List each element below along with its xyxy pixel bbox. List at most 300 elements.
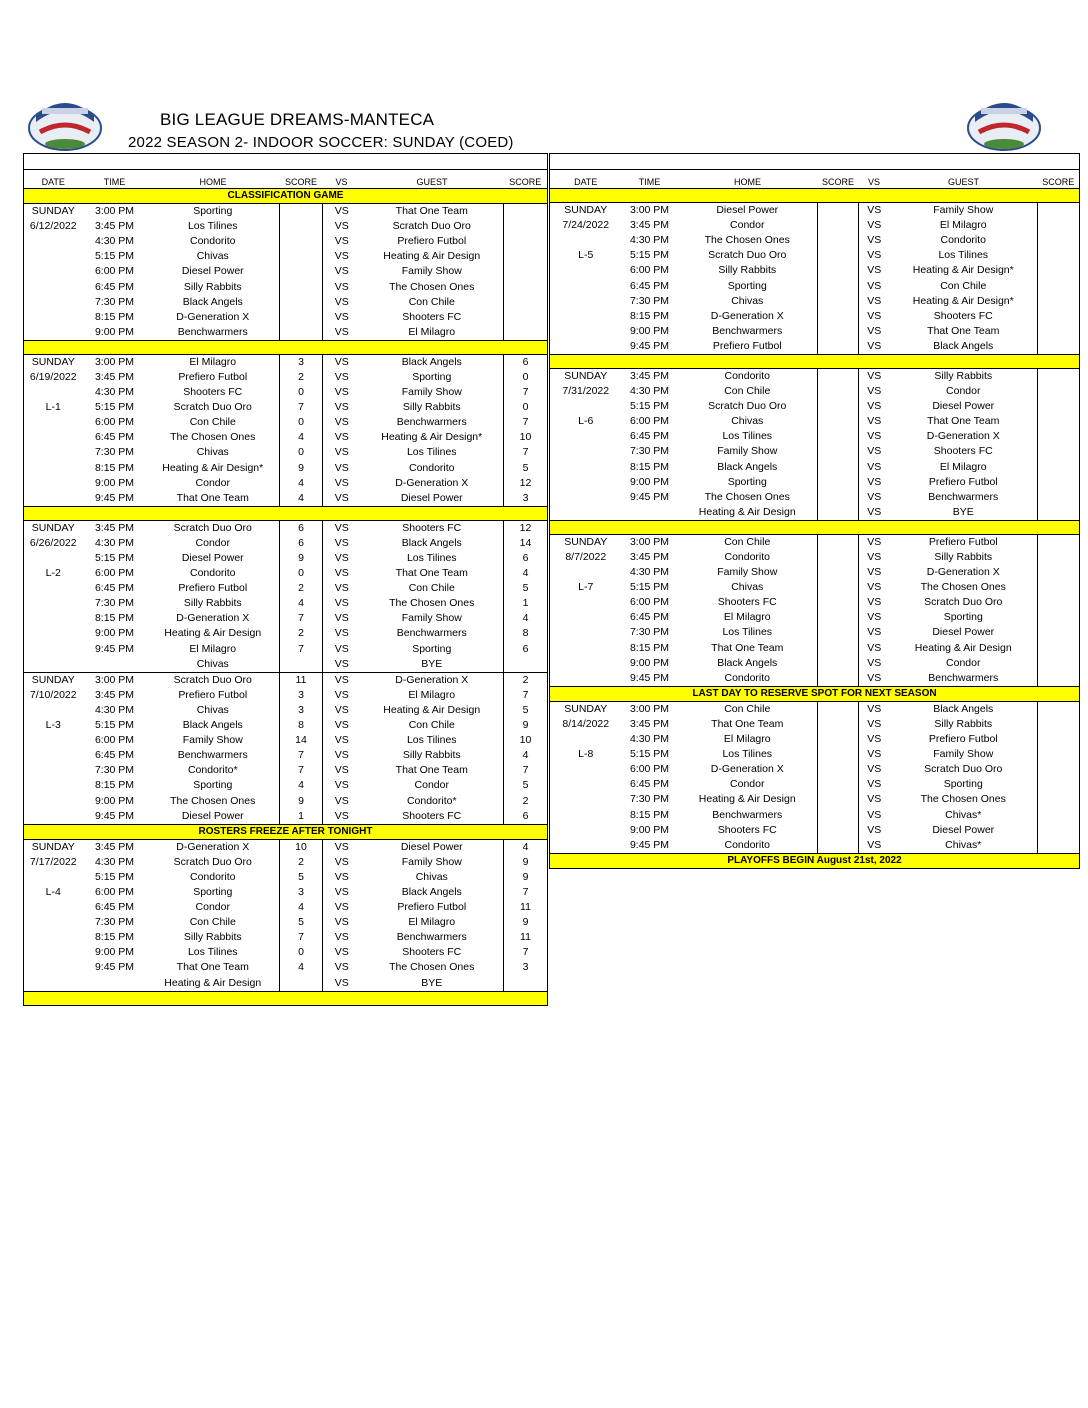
game-row: [24, 870, 548, 885]
guest-score: 9: [504, 915, 548, 930]
home-team: Black Angels: [182, 295, 243, 308]
game-row: [24, 354, 548, 370]
home-team: That One Team: [711, 641, 784, 654]
home-team: Scratch Duo Oro: [173, 401, 252, 414]
date-cell: 7/24/2022: [550, 218, 622, 233]
time-cell: 4:30 PM: [94, 235, 135, 248]
date-cell: SUNDAY: [550, 701, 622, 717]
guest-team: Benchwarmers: [396, 931, 467, 944]
game-row: [24, 960, 548, 975]
vs-label: VS: [334, 355, 349, 368]
game-row: [24, 763, 548, 778]
vs-label: VS: [867, 264, 882, 277]
page-title: BIG LEAGUE DREAMS-MANTECA: [160, 110, 435, 129]
home-team: Condorito: [189, 235, 236, 248]
guest-team: Shooters FC: [402, 946, 462, 959]
time-cell: 6:00 PM: [94, 416, 135, 429]
home-team: Heating & Air Design: [698, 793, 796, 806]
home-score: 7: [280, 642, 323, 657]
home-score: 5: [280, 870, 323, 885]
date-cell: SUNDAY: [24, 520, 83, 536]
date-cell: [24, 945, 83, 960]
vs-label: VS: [334, 401, 349, 414]
vs-label: VS: [867, 309, 882, 322]
game-row: [24, 445, 548, 460]
column-header-vs: VS: [323, 170, 361, 189]
game-row: [550, 534, 1080, 550]
vs-label: VS: [334, 885, 349, 898]
date-cell: [550, 460, 622, 475]
guest-team: The Chosen Ones: [389, 597, 475, 610]
date-cell: [550, 595, 622, 610]
guest-team: Chivas*: [890, 838, 1038, 854]
home-score: [818, 656, 859, 671]
vs-label: VS: [867, 823, 882, 836]
time-cell: 5:15 PM: [629, 400, 670, 413]
home-team: Sporting: [193, 885, 233, 898]
game-row: [24, 491, 548, 507]
home-score: 7: [280, 748, 323, 763]
guest-team: Los Tilines: [406, 552, 457, 565]
home-team: Chivas: [196, 446, 229, 459]
guest-team: Family Show: [933, 204, 994, 217]
home-score: [818, 429, 859, 444]
time-cell: 3:45 PM: [629, 717, 670, 730]
vs-label: VS: [323, 657, 361, 673]
guest-score: 3: [504, 960, 548, 975]
home-team: That One Team: [711, 717, 784, 730]
game-row: [24, 370, 548, 385]
home-score: [818, 625, 859, 640]
vs-label: VS: [334, 265, 349, 278]
vs-label: VS: [323, 809, 361, 825]
vs-label: VS: [334, 567, 349, 580]
time-cell: 7:30 PM: [629, 626, 670, 639]
time-cell: 9:00 PM: [94, 946, 135, 959]
guest-score: [1038, 368, 1080, 384]
vs-label: VS: [334, 734, 349, 747]
home-score: [818, 475, 859, 490]
game-row: [24, 415, 548, 430]
home-score: 4: [280, 596, 323, 611]
game-row: [24, 626, 548, 641]
home-team: Benchwarmers: [177, 749, 248, 762]
guest-team: Black Angels: [401, 355, 462, 368]
game-row: [550, 203, 1080, 219]
date-cell: 7/17/2022: [24, 855, 83, 870]
notice-banner: CLASSIFICATION GAME: [24, 189, 548, 204]
guest-team: D-Generation X: [395, 673, 469, 686]
time-cell: 4:30 PM: [629, 234, 670, 247]
date-cell: [550, 339, 622, 355]
vs-label: VS: [334, 386, 349, 399]
home-score: [818, 747, 859, 762]
column-header-row: [24, 170, 548, 189]
guest-team: Diesel Power: [932, 400, 995, 413]
vs-label: VS: [334, 719, 349, 732]
time-cell: 4:30 PM: [94, 703, 135, 716]
time-cell: 8:15 PM: [94, 931, 135, 944]
guest-score: [504, 234, 548, 249]
date-cell: 7/10/2022: [24, 688, 83, 703]
guest-score: 9: [504, 870, 548, 885]
time-cell: 7:30 PM: [94, 597, 135, 610]
home-score: [818, 762, 859, 777]
guest-team: Heating & Air Design: [914, 641, 1012, 654]
vs-label: VS: [334, 673, 349, 686]
game-row: [550, 792, 1080, 807]
vs-label: VS: [867, 611, 882, 624]
home-score: [280, 279, 323, 294]
guest-team: El Milagro: [361, 325, 504, 341]
guest-score: [1038, 505, 1080, 521]
column-header-row: [550, 170, 1080, 189]
home-score: [818, 263, 859, 278]
date-cell: SUNDAY: [24, 354, 83, 370]
guest-score: [1038, 399, 1080, 414]
vs-label: VS: [867, 535, 882, 548]
guest-team: Condor: [414, 779, 449, 792]
vs-label: VS: [867, 763, 882, 776]
vs-label: VS: [323, 491, 361, 507]
guest-score: [504, 976, 548, 992]
home-score: [818, 550, 859, 565]
home-team: Prefiero Futbol: [678, 339, 818, 355]
game-row: [550, 656, 1080, 671]
game-row: [550, 368, 1080, 384]
home-team: Scratch Duo Oro: [173, 855, 252, 868]
guest-score: [1038, 263, 1080, 278]
home-score: 4: [280, 430, 323, 445]
home-team: Condorito: [678, 671, 818, 687]
vs-label: VS: [334, 931, 349, 944]
guest-score: [1038, 807, 1080, 822]
game-row: [24, 596, 548, 611]
home-score: 2: [280, 581, 323, 596]
vs-label: VS: [334, 916, 349, 929]
game-row: [24, 885, 548, 900]
date-cell: [24, 703, 83, 718]
guest-team: Family Show: [401, 265, 462, 278]
date-cell: [550, 399, 622, 414]
guest-score: 6: [504, 809, 548, 825]
time-cell: 6:00 PM: [94, 734, 135, 747]
home-team: Scratch Duo Oro: [708, 249, 787, 262]
home-score: [818, 309, 859, 324]
home-team: Condorito: [189, 870, 236, 883]
date-cell: [550, 278, 622, 293]
game-row: [550, 309, 1080, 324]
guest-score: [1038, 792, 1080, 807]
home-score: 3: [280, 703, 323, 718]
game-row: [550, 823, 1080, 838]
time-cell: 6:45 PM: [94, 431, 135, 444]
column-header-guest: GUEST: [890, 170, 1038, 189]
guest-team: Sporting: [412, 642, 452, 655]
guest-team: Silly Rabbits: [934, 717, 993, 730]
guest-team: That One Team: [395, 764, 468, 777]
guest-team: Prefiero Futbol: [928, 733, 998, 746]
home-score: 3: [280, 354, 323, 370]
time-cell: 6:00 PM: [629, 264, 670, 277]
home-team: Condorito: [724, 369, 771, 382]
date-cell: L-7: [550, 580, 622, 595]
blank-row: [24, 154, 548, 170]
home-team: Family Show: [717, 445, 778, 458]
home-team: Silly Rabbits: [183, 931, 242, 944]
guest-team: Sporting: [412, 370, 452, 383]
guest-score: 7: [504, 763, 548, 778]
home-team: Family Show: [717, 566, 778, 579]
guest-score: 7: [504, 688, 548, 703]
date-cell: L-4: [24, 885, 83, 900]
date-cell: SUNDAY: [550, 534, 622, 550]
vs-label: VS: [334, 235, 349, 248]
game-row: [550, 233, 1080, 248]
guest-score: 14: [504, 536, 548, 551]
home-score: 9: [280, 793, 323, 808]
vs-label: VS: [334, 250, 349, 263]
guest-team: D-Generation X: [395, 476, 469, 489]
guest-team: Diesel Power: [400, 840, 463, 853]
home-score: [818, 368, 859, 384]
game-row: [550, 580, 1080, 595]
guest-score: [1038, 203, 1080, 219]
date-cell: [550, 762, 622, 777]
time-cell: 9:00 PM: [94, 627, 135, 640]
game-row: [550, 641, 1080, 656]
guest-team: That One Team: [395, 567, 468, 580]
guest-score: [504, 295, 548, 310]
time-cell: 3:00 PM: [629, 204, 670, 217]
game-row: [24, 400, 548, 415]
game-row: [550, 838, 1080, 854]
home-team: The Chosen Ones: [704, 490, 790, 503]
home-score: [818, 460, 859, 475]
guest-team: Shooters FC: [361, 809, 504, 825]
guest-team: Heating & Air Design: [383, 703, 481, 716]
guest-score: 7: [504, 415, 548, 430]
game-row: [24, 325, 548, 341]
date-cell: [550, 671, 622, 687]
guest-score: 6: [504, 551, 548, 566]
time-cell: 6:45 PM: [629, 279, 670, 292]
guest-score: [504, 279, 548, 294]
vs-label: VS: [334, 703, 349, 716]
vs-label: VS: [867, 656, 882, 669]
time-cell: 9:45 PM: [622, 339, 678, 355]
home-team: Con Chile: [189, 416, 236, 429]
time-cell: 5:15 PM: [94, 250, 135, 263]
game-row: [550, 671, 1080, 687]
home-team: Prefiero Futbol: [178, 582, 248, 595]
time-cell: 6:45 PM: [629, 778, 670, 791]
guest-score: 1: [504, 596, 548, 611]
home-team: Condor: [195, 901, 230, 914]
guest-score: [1038, 717, 1080, 732]
date-cell: [24, 476, 83, 491]
home-team: Chivas: [731, 581, 764, 594]
game-row: [24, 733, 548, 748]
home-team: El Milagro: [723, 611, 771, 624]
time-cell: 3:45 PM: [94, 370, 135, 383]
vs-label: VS: [859, 671, 890, 687]
home-team: El Milagro: [189, 642, 237, 655]
vs-label: VS: [867, 596, 882, 609]
home-score: [818, 399, 859, 414]
time-cell: 7:30 PM: [94, 764, 135, 777]
game-row: [24, 279, 548, 294]
home-score: [818, 777, 859, 792]
home-team: D-Generation X: [176, 612, 250, 625]
game-row: [24, 551, 548, 566]
date-cell: [24, 870, 83, 885]
home-team: Sporting: [727, 279, 767, 292]
date-cell: [24, 234, 83, 249]
home-score: 3: [280, 688, 323, 703]
divider-banner: [550, 189, 1080, 203]
home-team: D-Generation X: [710, 309, 784, 322]
vs-label: VS: [334, 521, 349, 534]
guest-score: [1038, 248, 1080, 263]
home-score: [818, 339, 859, 355]
guest-team: Silly Rabbits: [934, 369, 993, 382]
home-score: [818, 233, 859, 248]
guest-score: 10: [504, 733, 548, 748]
time-cell: 7:30 PM: [629, 793, 670, 806]
time-cell: 4:30 PM: [94, 855, 135, 868]
big-league-dreams-logo: [26, 88, 104, 154]
guest-team: Diesel Power: [932, 823, 995, 836]
date-cell: L-2: [24, 566, 83, 581]
guest-team: Benchwarmers: [396, 627, 467, 640]
game-row: [550, 248, 1080, 263]
column-header-home: HOME: [147, 170, 280, 189]
home-team: Condor: [195, 536, 230, 549]
guest-score: 5: [504, 581, 548, 596]
date-cell: 8/14/2022: [550, 717, 622, 732]
date-cell: [550, 792, 622, 807]
home-team: Condorito: [678, 838, 818, 854]
guest-score: [1038, 534, 1080, 550]
game-row: [550, 595, 1080, 610]
date-cell: [550, 777, 622, 792]
home-team: That One Team: [147, 491, 280, 507]
guest-score: 7: [504, 385, 548, 400]
game-row: [550, 732, 1080, 747]
guest-score: [1038, 490, 1080, 505]
time-cell: 9:45 PM: [622, 838, 678, 854]
date-cell: [24, 657, 83, 673]
date-cell: [550, 838, 622, 854]
time-cell: 3:45 PM: [629, 219, 670, 232]
game-row: [24, 793, 548, 808]
guest-team: Prefiero Futbol: [397, 235, 467, 248]
time-cell: 3:45 PM: [94, 220, 135, 233]
time-cell: 7:30 PM: [94, 295, 135, 308]
time-cell: 4:30 PM: [629, 566, 670, 579]
game-row: [24, 536, 548, 551]
time-cell: 7:30 PM: [94, 916, 135, 929]
date-cell: 6/12/2022: [24, 219, 83, 234]
home-team: Sporting: [727, 475, 767, 488]
game-row: [550, 324, 1080, 339]
vs-label: VS: [867, 490, 882, 503]
date-cell: [24, 748, 83, 763]
game-row: [24, 930, 548, 945]
guest-score: 6: [504, 354, 548, 370]
game-row: [24, 718, 548, 733]
home-team: Shooters FC: [717, 596, 777, 609]
vs-label: VS: [867, 460, 882, 473]
guest-team: BYE: [361, 976, 504, 992]
guest-score: [1038, 838, 1080, 854]
guest-team: Sporting: [943, 611, 983, 624]
home-score: [818, 505, 859, 521]
guest-score: 9: [504, 718, 548, 733]
guest-team: Chivas*: [945, 808, 982, 821]
guest-score: 2: [504, 793, 548, 808]
home-score: 6: [280, 520, 323, 536]
column-header-guest-score: SCORE: [504, 170, 548, 189]
guest-team: Condor: [946, 656, 981, 669]
vs-label: VS: [334, 205, 349, 218]
guest-team: Shooters FC: [933, 309, 993, 322]
date-cell: L-3: [24, 718, 83, 733]
game-row: [550, 414, 1080, 429]
guest-score: [504, 219, 548, 234]
guest-score: [1038, 610, 1080, 625]
guest-team: D-Generation X: [926, 430, 1000, 443]
date-cell: [24, 809, 83, 825]
guest-score: [1038, 324, 1080, 339]
home-score: [818, 218, 859, 233]
guest-team: Silly Rabbits: [934, 551, 993, 564]
game-row: [24, 249, 548, 264]
guest-team: El Milagro: [939, 460, 987, 473]
home-team: Condor: [195, 476, 230, 489]
guest-score: [1038, 475, 1080, 490]
guest-score: 2: [504, 672, 548, 688]
home-team: Con Chile: [724, 702, 771, 715]
home-team: Silly Rabbits: [718, 264, 777, 277]
home-score: [818, 732, 859, 747]
home-score: 4: [280, 476, 323, 491]
home-team: Chivas: [731, 415, 764, 428]
game-row: [550, 701, 1080, 717]
home-score: 6: [280, 536, 323, 551]
home-team: Heating & Air Design: [147, 976, 280, 992]
home-score: [818, 823, 859, 838]
guest-score: 4: [504, 611, 548, 626]
vs-label: VS: [867, 324, 882, 337]
vs-label: VS: [334, 597, 349, 610]
guest-team: Black Angels: [933, 702, 994, 715]
guest-score: [504, 657, 548, 673]
home-score: 3: [280, 885, 323, 900]
home-team: Shooters FC: [183, 386, 243, 399]
vs-label: VS: [334, 220, 349, 233]
date-cell: SUNDAY: [24, 672, 83, 688]
home-team: Sporting: [193, 205, 233, 218]
time-cell: 3:00 PM: [94, 355, 135, 368]
date-cell: [24, 279, 83, 294]
time-cell: 4:30 PM: [629, 733, 670, 746]
vs-label: VS: [334, 582, 349, 595]
game-row: [24, 672, 548, 688]
home-score: 10: [280, 839, 323, 855]
game-row: [24, 809, 548, 825]
